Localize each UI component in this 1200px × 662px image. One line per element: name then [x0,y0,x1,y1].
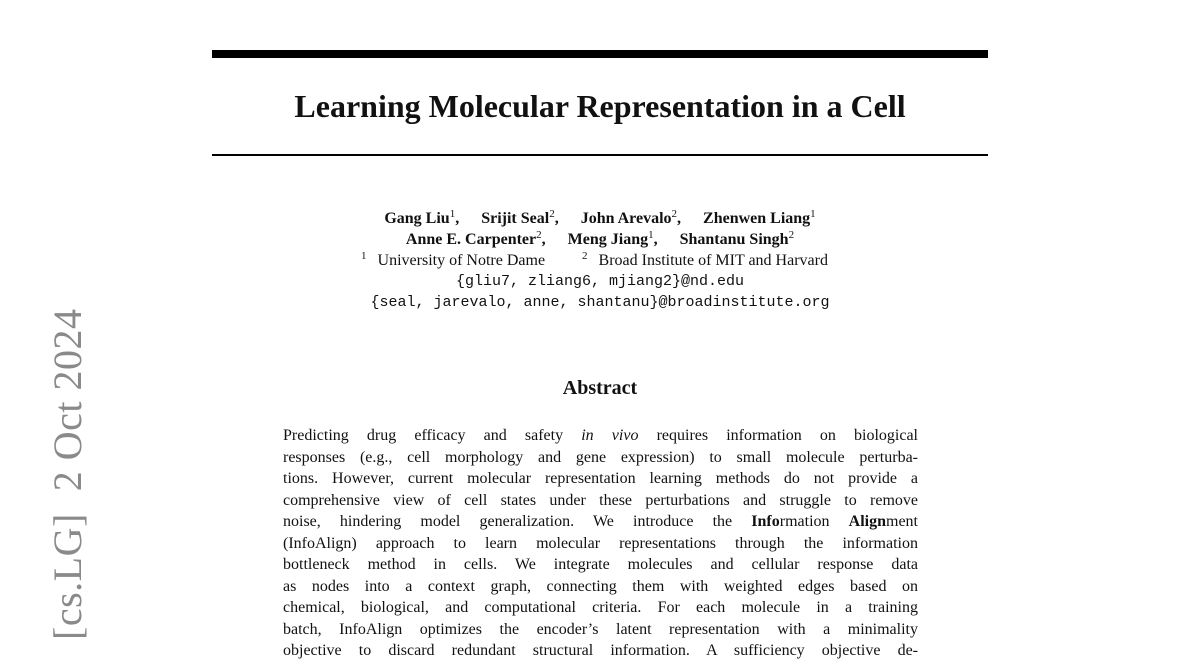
affiliation: $^2$ Broad Institute of MIT and Harvard [582,250,828,269]
author-line-1 [212,208,988,229]
abstract-line: responses (e.g., cell morphology and gene expression) to small molecule perturba- [283,448,918,466]
author: Gang Liu$^1$, [384,208,460,227]
abstract-text [283,425,918,659]
arxiv-identifier-stamp [45,308,90,640]
author: John Arevalo$^2$, [580,208,682,227]
abstract-heading: Abstract [562,377,638,399]
abstract-line: tions. However, current molecular representation learning methods do not provide a [283,470,918,487]
abstract-line: bottleneck method in cells. We integrate molecules and cellular response data [283,556,918,573]
arxiv-date: 2 Oct 2024 [45,308,90,492]
author-block [212,208,988,313]
author: Srijit Seal$^2$, [481,208,559,227]
abstract-line: batch, InfoAlign optimizes the encoder’s latent representation with a minimality [283,620,918,638]
title-bottom-rule [212,154,988,156]
affiliation: $^1$ University of Notre Dame [361,250,546,269]
abstract-line: as nodes into a context graph, connecting them with weighted edges based on [283,577,918,595]
abstract-line: objective to discard redundant structural information. A sufficiency objective de- [283,642,918,659]
email-line: {seal, jarevalo, anne, shantanu}@broadinstitute.org [370,294,830,311]
paper-title: Learning Molecular Representation in a Cell [294,88,906,124]
author: Shantanu Singh$^2$ [679,229,795,248]
arxiv-category: [cs.LG] [45,513,90,640]
abstract-line: noise, hindering model generalization. We introduce the Information Alignment [283,513,918,530]
email-line: {gliu7, zliang6, mjiang2}@nd.edu [455,273,745,290]
abstract-line: comprehensive view of cell states under these perturbations and struggle to remove [283,491,918,509]
abstract-line: Predicting drug efficacy and safety in vivo requires information on biological [283,427,918,444]
abstract-line: chemical, biological, and computational criteria. For each molecule in a training [283,599,918,616]
abstract-line: (InfoAlign) approach to learn molecular representations through the information [283,534,918,552]
author-line-2 [212,229,988,250]
author: Zhenwen Liang$^1$ [703,208,816,227]
affiliations [212,250,988,271]
author: Anne E. Carpenter$^2$, [405,229,546,248]
author: Meng Jiang$^1$, [567,229,658,248]
title-top-rule [212,50,988,58]
